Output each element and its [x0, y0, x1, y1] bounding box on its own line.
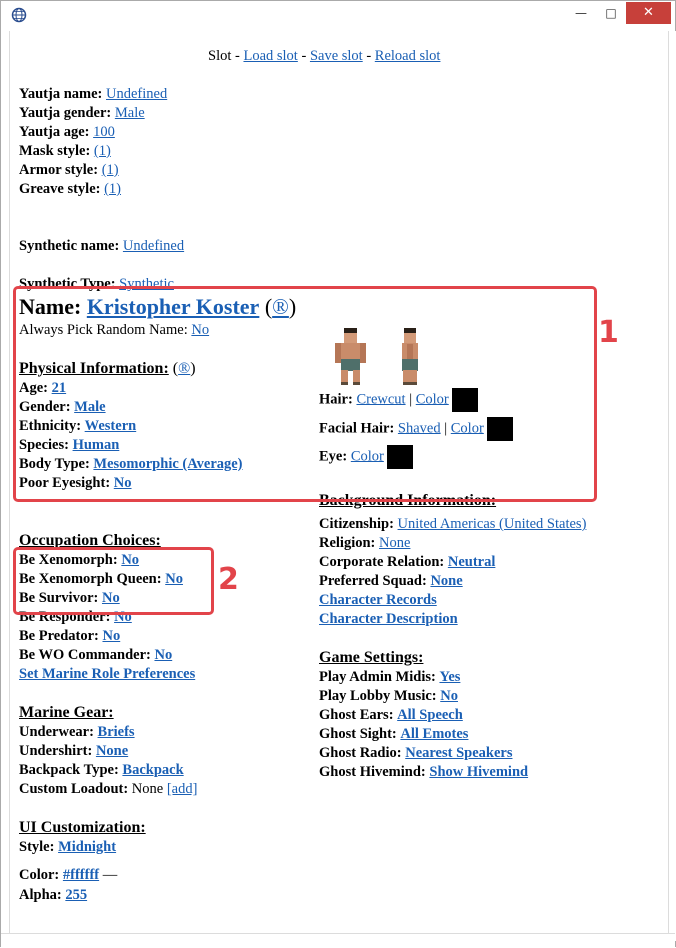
facial-hair-color-link[interactable]: Color: [450, 420, 484, 437]
be-wo-commander-link[interactable]: No: [154, 647, 173, 663]
character-records-row: [319, 592, 437, 609]
be-wo-commander-label: Be WO Commander:: [19, 647, 151, 663]
undershirt-label: Undershirt:: [19, 743, 93, 759]
ui-customization-header: UI Customization:: [19, 819, 146, 836]
body-type-label: Body Type:: [19, 456, 90, 472]
yautja-age-link[interactable]: 100: [93, 124, 115, 140]
preferences-page: [10, 32, 667, 932]
window-frame-bottom: [1, 933, 675, 948]
custom-loadout-label: Custom Loadout:: [19, 781, 129, 797]
backpack-row: [19, 762, 184, 779]
separator: -: [235, 48, 240, 64]
ethnicity-link[interactable]: Western: [84, 418, 137, 434]
character-name-label: Name:: [19, 294, 82, 319]
religion-label: Religion:: [319, 535, 376, 551]
annotation-number-2: 2: [218, 562, 239, 597]
random-name-label: Always Pick Random Name:: [19, 322, 188, 338]
citizenship-label: Citizenship:: [319, 516, 394, 532]
occupation-header: Occupation Choices:: [19, 532, 161, 549]
hair-color-link[interactable]: Color: [415, 391, 449, 408]
underwear-row: [19, 724, 135, 741]
ui-alpha-label: Alpha:: [19, 887, 62, 903]
annotation-box-1: [13, 286, 597, 502]
ui-style-label: Style:: [19, 839, 55, 855]
marine-gear-header-row: [19, 704, 114, 722]
ui-color-swatch: —: [102, 867, 118, 883]
character-description-link[interactable]: Character Description: [319, 611, 458, 627]
body-type-link[interactable]: Mesomorphic (Average): [93, 456, 243, 472]
mask-style-row: [19, 143, 111, 160]
age-label: Age:: [19, 380, 48, 396]
ui-alpha-row: [19, 887, 87, 904]
be-queen-label: Be Xenomorph Queen:: [19, 571, 162, 587]
yautja-gender-label: Yautja gender:: [19, 105, 112, 121]
randomize-physical-link[interactable]: ®: [178, 360, 191, 377]
character-description-row: [319, 611, 458, 628]
character-name-row: Name: Kristopher Koster (®): [19, 294, 297, 319]
ui-style-row: [19, 839, 116, 856]
yautja-age-label: Yautja age:: [19, 124, 90, 140]
armor-style-label: Armor style:: [19, 162, 99, 178]
facial-hair-style-link[interactable]: Shaved: [397, 420, 441, 437]
poor-eyesight-label: Poor Eyesight:: [19, 475, 111, 491]
background-info-header: Background Information:: [319, 492, 497, 509]
minimize-icon[interactable]: —: [575, 6, 587, 20]
be-xenomorph-label: Be Xenomorph:: [19, 552, 118, 568]
separator: |: [409, 391, 413, 408]
poor-eyesight-link[interactable]: No: [113, 475, 132, 491]
random-name-link[interactable]: No: [191, 322, 210, 338]
mask-style-label: Mask style:: [19, 143, 91, 159]
synthetic-name-row: [19, 238, 184, 255]
species-label: Species:: [19, 437, 69, 453]
annotation-box-2: [13, 547, 214, 615]
admin-midis-label: Play Admin Midis:: [319, 669, 436, 685]
lobby-music-label: Play Lobby Music:: [319, 688, 437, 704]
be-queen-link[interactable]: No: [165, 571, 183, 587]
be-wo-commander-row: [19, 647, 172, 664]
facial-hair-label: Facial Hair:: [319, 420, 395, 437]
preferred-squad-link[interactable]: None: [430, 573, 463, 589]
ui-color-row: [19, 867, 117, 884]
window-frame-right: [668, 31, 676, 941]
randomize-name-link[interactable]: ®: [272, 294, 289, 319]
character-name-link[interactable]: Kristopher Koster: [86, 294, 260, 319]
age-link[interactable]: 21: [51, 380, 67, 396]
citizenship-row: [319, 516, 586, 533]
be-responder-label: Be Responder:: [19, 609, 111, 625]
ghost-ears-row: [319, 707, 463, 724]
gender-link[interactable]: Male: [74, 399, 106, 415]
armor-style-link[interactable]: (1): [101, 162, 119, 178]
reload-slot-link[interactable]: Reload slot: [374, 48, 441, 64]
corporate-relation-label: Corporate Relation:: [319, 554, 445, 570]
preferred-squad-row: [319, 573, 463, 590]
greave-style-row: [19, 181, 121, 198]
title-bar: [1, 1, 675, 31]
annotation-number-1: 1: [598, 315, 619, 350]
ghost-hivemind-row: [319, 764, 528, 781]
ghost-sight-link[interactable]: All Emotes: [400, 726, 469, 742]
synthetic-name-label: Synthetic name:: [19, 238, 120, 254]
slot-bar: [208, 48, 440, 65]
synthetic-type-link[interactable]: Synthetic: [119, 276, 174, 292]
hair-label: Hair:: [319, 391, 353, 408]
lobby-music-row: [319, 688, 458, 705]
religion-row: [319, 535, 410, 552]
be-predator-label: Be Predator:: [19, 628, 99, 644]
window-frame-left: [1, 31, 10, 941]
corporate-relation-link[interactable]: Neutral: [447, 554, 496, 570]
ethnicity-label: Ethnicity:: [19, 418, 82, 434]
character-records-link[interactable]: Character Records: [319, 592, 437, 608]
yautja-name-link[interactable]: Undefined: [106, 86, 168, 102]
be-survivor-link[interactable]: No: [101, 590, 120, 606]
app-globe-icon: [11, 7, 27, 23]
corporate-relation-row: [319, 554, 495, 571]
undershirt-link[interactable]: None: [95, 743, 129, 759]
load-slot-link[interactable]: Load slot: [243, 48, 298, 64]
underwear-link[interactable]: Briefs: [97, 724, 135, 740]
greave-style-label: Greave style:: [19, 181, 101, 197]
eye-color-link[interactable]: Color: [350, 448, 384, 465]
physical-info-header: Physical Information:: [19, 360, 169, 377]
ghost-radio-link[interactable]: Nearest Speakers: [405, 745, 513, 761]
yautja-name-label: Yautja name:: [19, 86, 103, 102]
yautja-name-row: [19, 86, 167, 103]
ui-alpha-link[interactable]: 255: [65, 887, 88, 903]
hair-style-link[interactable]: Crewcut: [356, 391, 406, 408]
yautja-age-row: [19, 124, 115, 141]
undershirt-row: [19, 743, 128, 760]
custom-loadout-value: None: [131, 781, 164, 797]
admin-midis-row: [319, 669, 460, 686]
separator: -: [301, 48, 307, 64]
ghost-ears-label: Ghost Ears:: [319, 707, 394, 723]
citizenship-link[interactable]: United Americas (United States): [397, 516, 587, 532]
ui-color-label: Color:: [19, 867, 60, 883]
physical-header-row: Physical Information: (®): [19, 360, 196, 377]
backpack-label: Backpack Type:: [19, 762, 119, 778]
greave-style-link[interactable]: (1): [104, 181, 122, 197]
custom-loadout-row: [19, 781, 197, 798]
be-responder-link[interactable]: No: [114, 609, 132, 625]
underwear-label: Underwear:: [19, 724, 94, 740]
be-predator-link[interactable]: No: [102, 628, 121, 644]
admin-midis-link[interactable]: Yes: [439, 669, 461, 685]
separator: |: [444, 420, 448, 437]
game-settings-header-row: [319, 649, 423, 667]
ghost-sight-row: [319, 726, 468, 743]
maximize-icon[interactable]: □: [605, 6, 617, 20]
be-survivor-label: Be Survivor:: [19, 590, 99, 606]
ghost-ears-link[interactable]: All Speech: [397, 707, 463, 723]
ui-custom-header-row: [19, 819, 146, 837]
armor-style-row: [19, 162, 119, 179]
add-loadout-link[interactable]: [add]: [166, 781, 198, 797]
ghost-radio-row: [319, 745, 512, 762]
ghost-radio-label: Ghost Radio:: [319, 745, 402, 761]
religion-link[interactable]: None: [379, 535, 411, 551]
separator: -: [366, 48, 372, 64]
yautja-gender-row: [19, 105, 145, 122]
marine-role-preferences-link[interactable]: Set Marine Role Preferences: [19, 666, 196, 682]
synthetic-type-label: Synthetic Type:: [19, 276, 116, 292]
ui-style-link[interactable]: Midnight: [58, 839, 117, 855]
game-settings-header: Game Settings:: [319, 649, 424, 666]
preferred-squad-label: Preferred Squad:: [319, 573, 427, 589]
be-xenomorph-link[interactable]: No: [121, 552, 140, 568]
marine-gear-header: Marine Gear:: [19, 704, 114, 721]
ghost-hivemind-label: Ghost Hivemind:: [319, 764, 426, 780]
backpack-link[interactable]: Backpack: [122, 762, 184, 778]
save-slot-link[interactable]: Save slot: [309, 48, 363, 64]
close-icon[interactable]: ✕: [626, 2, 671, 24]
eye-label: Eye:: [319, 448, 348, 465]
marine-prefs-row: [19, 666, 195, 683]
yautja-gender-link[interactable]: Male: [114, 105, 145, 121]
ui-color-link[interactable]: #ffffff: [62, 867, 100, 883]
ghost-hivemind-link[interactable]: Show Hivemind: [429, 764, 529, 780]
gender-label: Gender:: [19, 399, 71, 415]
lobby-music-link[interactable]: No: [440, 688, 458, 704]
synthetic-name-link[interactable]: Undefined: [122, 238, 185, 254]
be-predator-row: [19, 628, 120, 645]
mask-style-link[interactable]: (1): [93, 143, 111, 159]
species-link[interactable]: Human: [72, 437, 120, 453]
slot-label: Slot: [208, 48, 232, 64]
ghost-sight-label: Ghost Sight:: [319, 726, 397, 742]
